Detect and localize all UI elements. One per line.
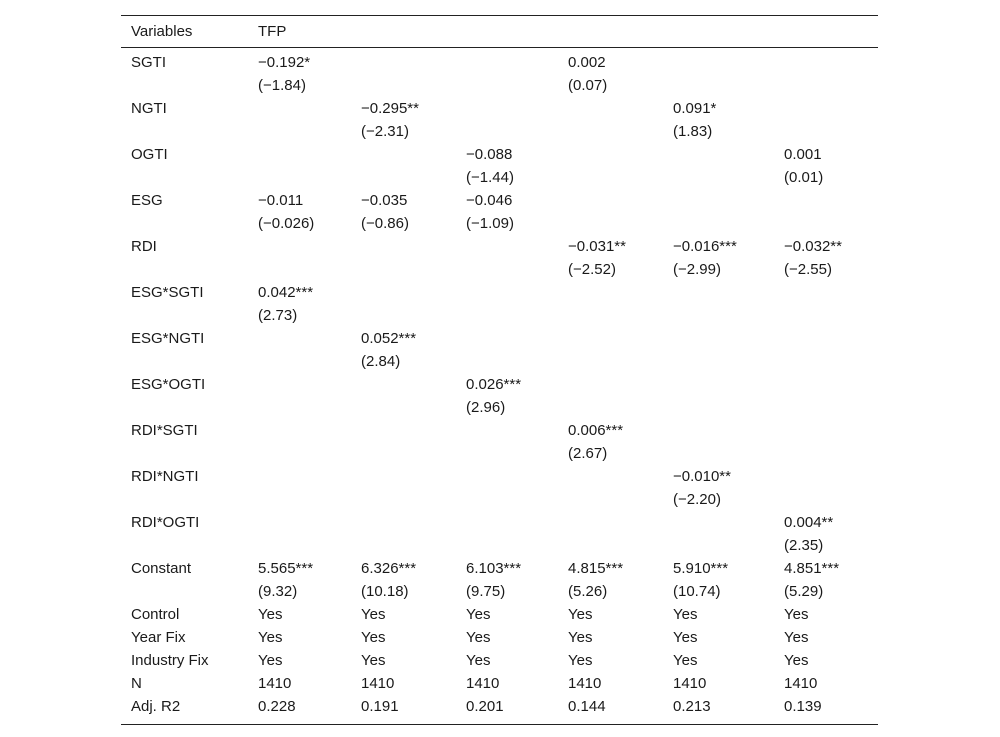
table-cell xyxy=(456,511,558,557)
coefficient xyxy=(784,51,878,74)
table-cell xyxy=(663,511,774,557)
coefficient: 0.026*** xyxy=(466,376,522,393)
t-statistic: (0.01) xyxy=(784,169,824,186)
coefficient xyxy=(258,327,351,350)
t-statistic xyxy=(258,534,351,557)
table-cell xyxy=(663,189,774,235)
summary-cell: Yes xyxy=(361,606,386,623)
table-cell xyxy=(248,97,351,143)
row-label: ESG*OGTI xyxy=(131,376,206,393)
t-statistic xyxy=(258,396,351,419)
t-statistic xyxy=(568,166,663,189)
table-cell xyxy=(663,51,774,97)
t-statistic: (−2.52) xyxy=(568,261,616,278)
coefficient xyxy=(258,465,351,488)
table-cell xyxy=(774,511,878,557)
coefficient xyxy=(258,235,351,258)
summary-cell: 1410 xyxy=(466,675,500,692)
t-statistic xyxy=(258,350,351,373)
t-statistic: (−2.20) xyxy=(673,491,721,508)
coefficient xyxy=(361,143,456,166)
table-header-row xyxy=(121,16,878,47)
coefficient xyxy=(258,373,351,396)
table-row xyxy=(121,327,878,373)
table-row xyxy=(121,419,878,465)
coefficient xyxy=(568,281,663,304)
summary-cell: Yes xyxy=(258,629,283,646)
t-statistic xyxy=(361,258,456,281)
coefficient: 6.103*** xyxy=(466,560,522,577)
row-label: RDI*SGTI xyxy=(131,422,198,439)
table-cell xyxy=(558,419,663,465)
summary-cell: 1410 xyxy=(673,675,707,692)
table-cell xyxy=(558,373,663,419)
table-cell xyxy=(558,465,663,511)
summary-cell: Yes xyxy=(361,629,386,646)
coefficient xyxy=(361,235,456,258)
coefficient: −0.010** xyxy=(673,468,731,485)
table-cell xyxy=(456,189,558,235)
summary-cell: Yes xyxy=(673,606,698,623)
coefficient xyxy=(673,189,774,212)
table-cell xyxy=(558,51,663,97)
summary-cell: 1410 xyxy=(361,675,395,692)
coefficient xyxy=(466,281,558,304)
row-label: ESG*NGTI xyxy=(131,330,205,347)
t-statistic xyxy=(361,166,456,189)
table-cell xyxy=(456,327,558,373)
table-cell xyxy=(774,235,878,281)
coefficient xyxy=(784,373,878,396)
summary-cell: 1410 xyxy=(258,675,292,692)
t-statistic xyxy=(361,304,456,327)
t-statistic xyxy=(784,442,878,465)
summary-cell: Yes xyxy=(466,606,491,623)
table-cell xyxy=(663,281,774,327)
table-body xyxy=(121,51,878,603)
table-bottom-rule xyxy=(121,724,878,725)
t-statistic: (−2.99) xyxy=(673,261,721,278)
coefficient xyxy=(784,189,878,212)
t-statistic xyxy=(361,534,456,557)
table-row xyxy=(121,465,878,511)
table-cell xyxy=(351,557,456,603)
t-statistic: (2.73) xyxy=(258,307,298,324)
table-cell xyxy=(351,465,456,511)
table-cell xyxy=(351,419,456,465)
table-cell xyxy=(351,97,456,143)
t-statistic xyxy=(784,488,878,511)
coefficient: 5.565*** xyxy=(258,560,314,577)
coefficient xyxy=(466,235,558,258)
t-statistic xyxy=(361,442,456,465)
table-cell xyxy=(774,327,878,373)
table-cell xyxy=(558,143,663,189)
table-cell xyxy=(558,235,663,281)
coefficient xyxy=(673,373,774,396)
t-statistic xyxy=(568,350,663,373)
table-cell xyxy=(774,281,878,327)
coefficient xyxy=(466,465,558,488)
coefficient xyxy=(466,51,558,74)
t-statistic xyxy=(361,396,456,419)
row-label: RDI*OGTI xyxy=(131,514,200,531)
t-statistic xyxy=(466,74,558,97)
summary-cell: Yes xyxy=(568,629,593,646)
coefficient: 0.006*** xyxy=(568,422,624,439)
table-cell xyxy=(774,465,878,511)
coefficient xyxy=(361,373,456,396)
table-row xyxy=(121,189,878,235)
t-statistic: (−2.31) xyxy=(361,123,409,140)
table-cell xyxy=(351,327,456,373)
coefficient xyxy=(568,465,663,488)
coefficient: 6.326*** xyxy=(361,560,417,577)
t-statistic xyxy=(673,396,774,419)
t-statistic xyxy=(466,258,558,281)
table-cell xyxy=(663,327,774,373)
t-statistic: (2.35) xyxy=(784,537,824,554)
table-cell xyxy=(663,419,774,465)
coefficient xyxy=(361,511,456,534)
summary-cell: 0.139 xyxy=(784,698,822,715)
coefficient xyxy=(784,419,878,442)
row-label: NGTI xyxy=(131,100,167,117)
coefficient xyxy=(784,465,878,488)
t-statistic xyxy=(673,74,774,97)
t-statistic: (1.83) xyxy=(673,123,713,140)
row-label: ESG*SGTI xyxy=(131,284,204,301)
summary-cell: Yes xyxy=(466,629,491,646)
summary-cell: Yes xyxy=(361,652,386,669)
table-row xyxy=(121,51,878,97)
t-statistic xyxy=(361,74,456,97)
table-cell xyxy=(351,143,456,189)
t-statistic: (0.07) xyxy=(568,77,608,94)
row-label: RDI*NGTI xyxy=(131,468,199,485)
coefficient: −0.046 xyxy=(466,192,513,209)
coefficient: 5.910*** xyxy=(673,560,729,577)
t-statistic xyxy=(258,488,351,511)
summary-cell: 0.201 xyxy=(466,698,504,715)
coefficient xyxy=(784,281,878,304)
table-cell xyxy=(351,511,456,557)
row-label: N xyxy=(131,675,142,692)
table-header-rule xyxy=(121,47,878,48)
t-statistic: (−1.84) xyxy=(258,77,306,94)
t-statistic xyxy=(673,304,774,327)
table-cell xyxy=(774,419,878,465)
summary-cell: Yes xyxy=(784,629,809,646)
table-cell xyxy=(456,143,558,189)
table-row xyxy=(121,143,878,189)
table-cell xyxy=(558,557,663,603)
table-cell xyxy=(351,373,456,419)
t-statistic xyxy=(673,442,774,465)
t-statistic xyxy=(673,166,774,189)
coefficient xyxy=(258,419,351,442)
table-cell xyxy=(248,235,351,281)
table-cell xyxy=(774,97,878,143)
coefficient xyxy=(258,511,351,534)
regression-table xyxy=(121,15,878,725)
coefficient xyxy=(466,419,558,442)
table-cell xyxy=(351,235,456,281)
t-statistic xyxy=(568,488,663,511)
t-statistic xyxy=(258,442,351,465)
table-cell xyxy=(351,281,456,327)
t-statistic: (10.18) xyxy=(361,583,409,600)
t-statistic: (2.96) xyxy=(466,399,506,416)
table-cell xyxy=(774,189,878,235)
table-cell xyxy=(456,281,558,327)
coefficient xyxy=(466,511,558,534)
t-statistic xyxy=(568,304,663,327)
coefficient: −0.035 xyxy=(361,192,408,209)
coefficient xyxy=(673,51,774,74)
table-cell xyxy=(351,51,456,97)
summary-cell: Yes xyxy=(784,606,809,623)
summary-row xyxy=(121,603,878,626)
table-cell xyxy=(248,51,351,97)
t-statistic xyxy=(568,212,663,235)
table-cell xyxy=(248,327,351,373)
coefficient: −0.032** xyxy=(784,238,842,255)
coefficient xyxy=(466,327,558,350)
table-cell xyxy=(663,143,774,189)
coefficient xyxy=(361,281,456,304)
coefficient xyxy=(673,281,774,304)
t-statistic: (2.67) xyxy=(568,445,608,462)
table-row xyxy=(121,235,878,281)
coefficient: 4.815*** xyxy=(568,560,624,577)
table-row xyxy=(121,97,878,143)
coefficient xyxy=(568,189,663,212)
t-statistic: (5.29) xyxy=(784,583,824,600)
summary-row xyxy=(121,649,878,672)
coefficient: −0.295** xyxy=(361,100,419,117)
t-statistic xyxy=(784,350,878,373)
coefficient: −0.192* xyxy=(258,54,311,71)
summary-cell: Yes xyxy=(568,606,593,623)
coefficient: 0.004** xyxy=(784,514,834,531)
table-cell xyxy=(248,419,351,465)
header-tfp: TFP xyxy=(258,23,287,40)
t-statistic xyxy=(466,534,558,557)
coefficient xyxy=(673,511,774,534)
t-statistic: (−1.44) xyxy=(466,169,514,186)
coefficient xyxy=(784,327,878,350)
summary-cell: Yes xyxy=(784,652,809,669)
t-statistic: (9.75) xyxy=(466,583,506,600)
row-label: ESG xyxy=(131,192,163,209)
t-statistic xyxy=(784,212,878,235)
table-cell xyxy=(456,465,558,511)
t-statistic: (9.32) xyxy=(258,583,298,600)
summary-row xyxy=(121,672,878,695)
t-statistic xyxy=(258,120,351,143)
coefficient xyxy=(466,97,558,120)
coefficient xyxy=(258,97,351,120)
t-statistic xyxy=(673,350,774,373)
coefficient: 0.001 xyxy=(784,146,822,163)
summary-cell: Yes xyxy=(673,629,698,646)
coefficient: 0.042*** xyxy=(258,284,314,301)
coefficient: −0.088 xyxy=(466,146,513,163)
summary-cell: Yes xyxy=(258,606,283,623)
summary-cell: Yes xyxy=(466,652,491,669)
table-cell xyxy=(558,327,663,373)
table-cell xyxy=(663,557,774,603)
coefficient: 0.091* xyxy=(673,100,717,117)
coefficient xyxy=(361,51,456,74)
table-cell xyxy=(774,373,878,419)
table-cell xyxy=(558,281,663,327)
t-statistic xyxy=(673,534,774,557)
table-cell xyxy=(663,97,774,143)
t-statistic xyxy=(784,120,878,143)
table-row xyxy=(121,511,878,557)
t-statistic: (5.26) xyxy=(568,583,608,600)
t-statistic xyxy=(466,350,558,373)
summary-cell: Yes xyxy=(673,652,698,669)
coefficient xyxy=(673,143,774,166)
t-statistic: (−2.55) xyxy=(784,261,832,278)
t-statistic xyxy=(784,304,878,327)
coefficient xyxy=(361,419,456,442)
coefficient xyxy=(568,511,663,534)
coefficient: −0.016*** xyxy=(673,238,737,255)
row-label: SGTI xyxy=(131,54,167,71)
summary-row xyxy=(121,626,878,649)
t-statistic: (−0.86) xyxy=(361,215,409,232)
table-cell xyxy=(248,281,351,327)
coefficient xyxy=(361,465,456,488)
table-cell xyxy=(456,373,558,419)
summary-cell: 1410 xyxy=(568,675,602,692)
summary-cell: Yes xyxy=(568,652,593,669)
row-label: Adj. R2 xyxy=(131,698,181,715)
t-statistic: (2.84) xyxy=(361,353,401,370)
table-cell xyxy=(456,419,558,465)
coefficient xyxy=(568,373,663,396)
t-statistic xyxy=(258,166,351,189)
summary-cell: Yes xyxy=(258,652,283,669)
table-cell xyxy=(248,557,351,603)
row-label: RDI xyxy=(131,238,157,255)
table-cell xyxy=(558,189,663,235)
table-cell xyxy=(774,143,878,189)
coefficient xyxy=(673,327,774,350)
summary-cell: 0.213 xyxy=(673,698,711,715)
t-statistic xyxy=(466,488,558,511)
table-row xyxy=(121,281,878,327)
coefficient xyxy=(568,143,663,166)
table-cell xyxy=(663,373,774,419)
table-summary xyxy=(121,603,878,718)
row-label: Year Fix xyxy=(131,629,186,646)
table-row xyxy=(121,557,878,603)
summary-cell: 1410 xyxy=(784,675,818,692)
row-label: Industry Fix xyxy=(131,652,209,669)
table-cell xyxy=(351,189,456,235)
t-statistic xyxy=(466,120,558,143)
table-cell xyxy=(248,373,351,419)
table-cell xyxy=(663,465,774,511)
coefficient: −0.031** xyxy=(568,238,626,255)
coefficient: 4.851*** xyxy=(784,560,840,577)
table-cell xyxy=(456,51,558,97)
summary-cell: 0.228 xyxy=(258,698,296,715)
table-cell xyxy=(558,511,663,557)
summary-cell: 0.144 xyxy=(568,698,606,715)
t-statistic xyxy=(673,212,774,235)
table-cell xyxy=(456,235,558,281)
table-row xyxy=(121,373,878,419)
t-statistic xyxy=(466,442,558,465)
t-statistic xyxy=(568,534,663,557)
t-statistic xyxy=(361,488,456,511)
row-label: Control xyxy=(131,606,180,623)
table-cell xyxy=(248,189,351,235)
table-cell xyxy=(774,557,878,603)
t-statistic xyxy=(568,396,663,419)
row-label: Constant xyxy=(131,560,192,577)
t-statistic: (−1.09) xyxy=(466,215,514,232)
t-statistic xyxy=(568,120,663,143)
table-cell xyxy=(663,235,774,281)
coefficient: 0.002 xyxy=(568,54,606,71)
coefficient xyxy=(568,97,663,120)
coefficient xyxy=(568,327,663,350)
summary-cell: 0.191 xyxy=(361,698,399,715)
table-cell xyxy=(248,511,351,557)
t-statistic xyxy=(466,304,558,327)
table-cell xyxy=(558,97,663,143)
t-statistic: (10.74) xyxy=(673,583,721,600)
table-cell xyxy=(456,557,558,603)
table-cell xyxy=(774,51,878,97)
row-label: OGTI xyxy=(131,146,168,163)
t-statistic: (−0.026) xyxy=(258,215,315,232)
coefficient: 0.052*** xyxy=(361,330,417,347)
header-variables: Variables xyxy=(131,23,193,40)
coefficient xyxy=(673,419,774,442)
t-statistic xyxy=(784,396,878,419)
coefficient xyxy=(784,97,878,120)
summary-row xyxy=(121,695,878,718)
table-cell xyxy=(248,465,351,511)
t-statistic xyxy=(258,258,351,281)
coefficient: −0.011 xyxy=(258,192,304,209)
table-cell xyxy=(456,97,558,143)
coefficient xyxy=(258,143,351,166)
t-statistic xyxy=(784,74,878,97)
table-cell xyxy=(248,143,351,189)
